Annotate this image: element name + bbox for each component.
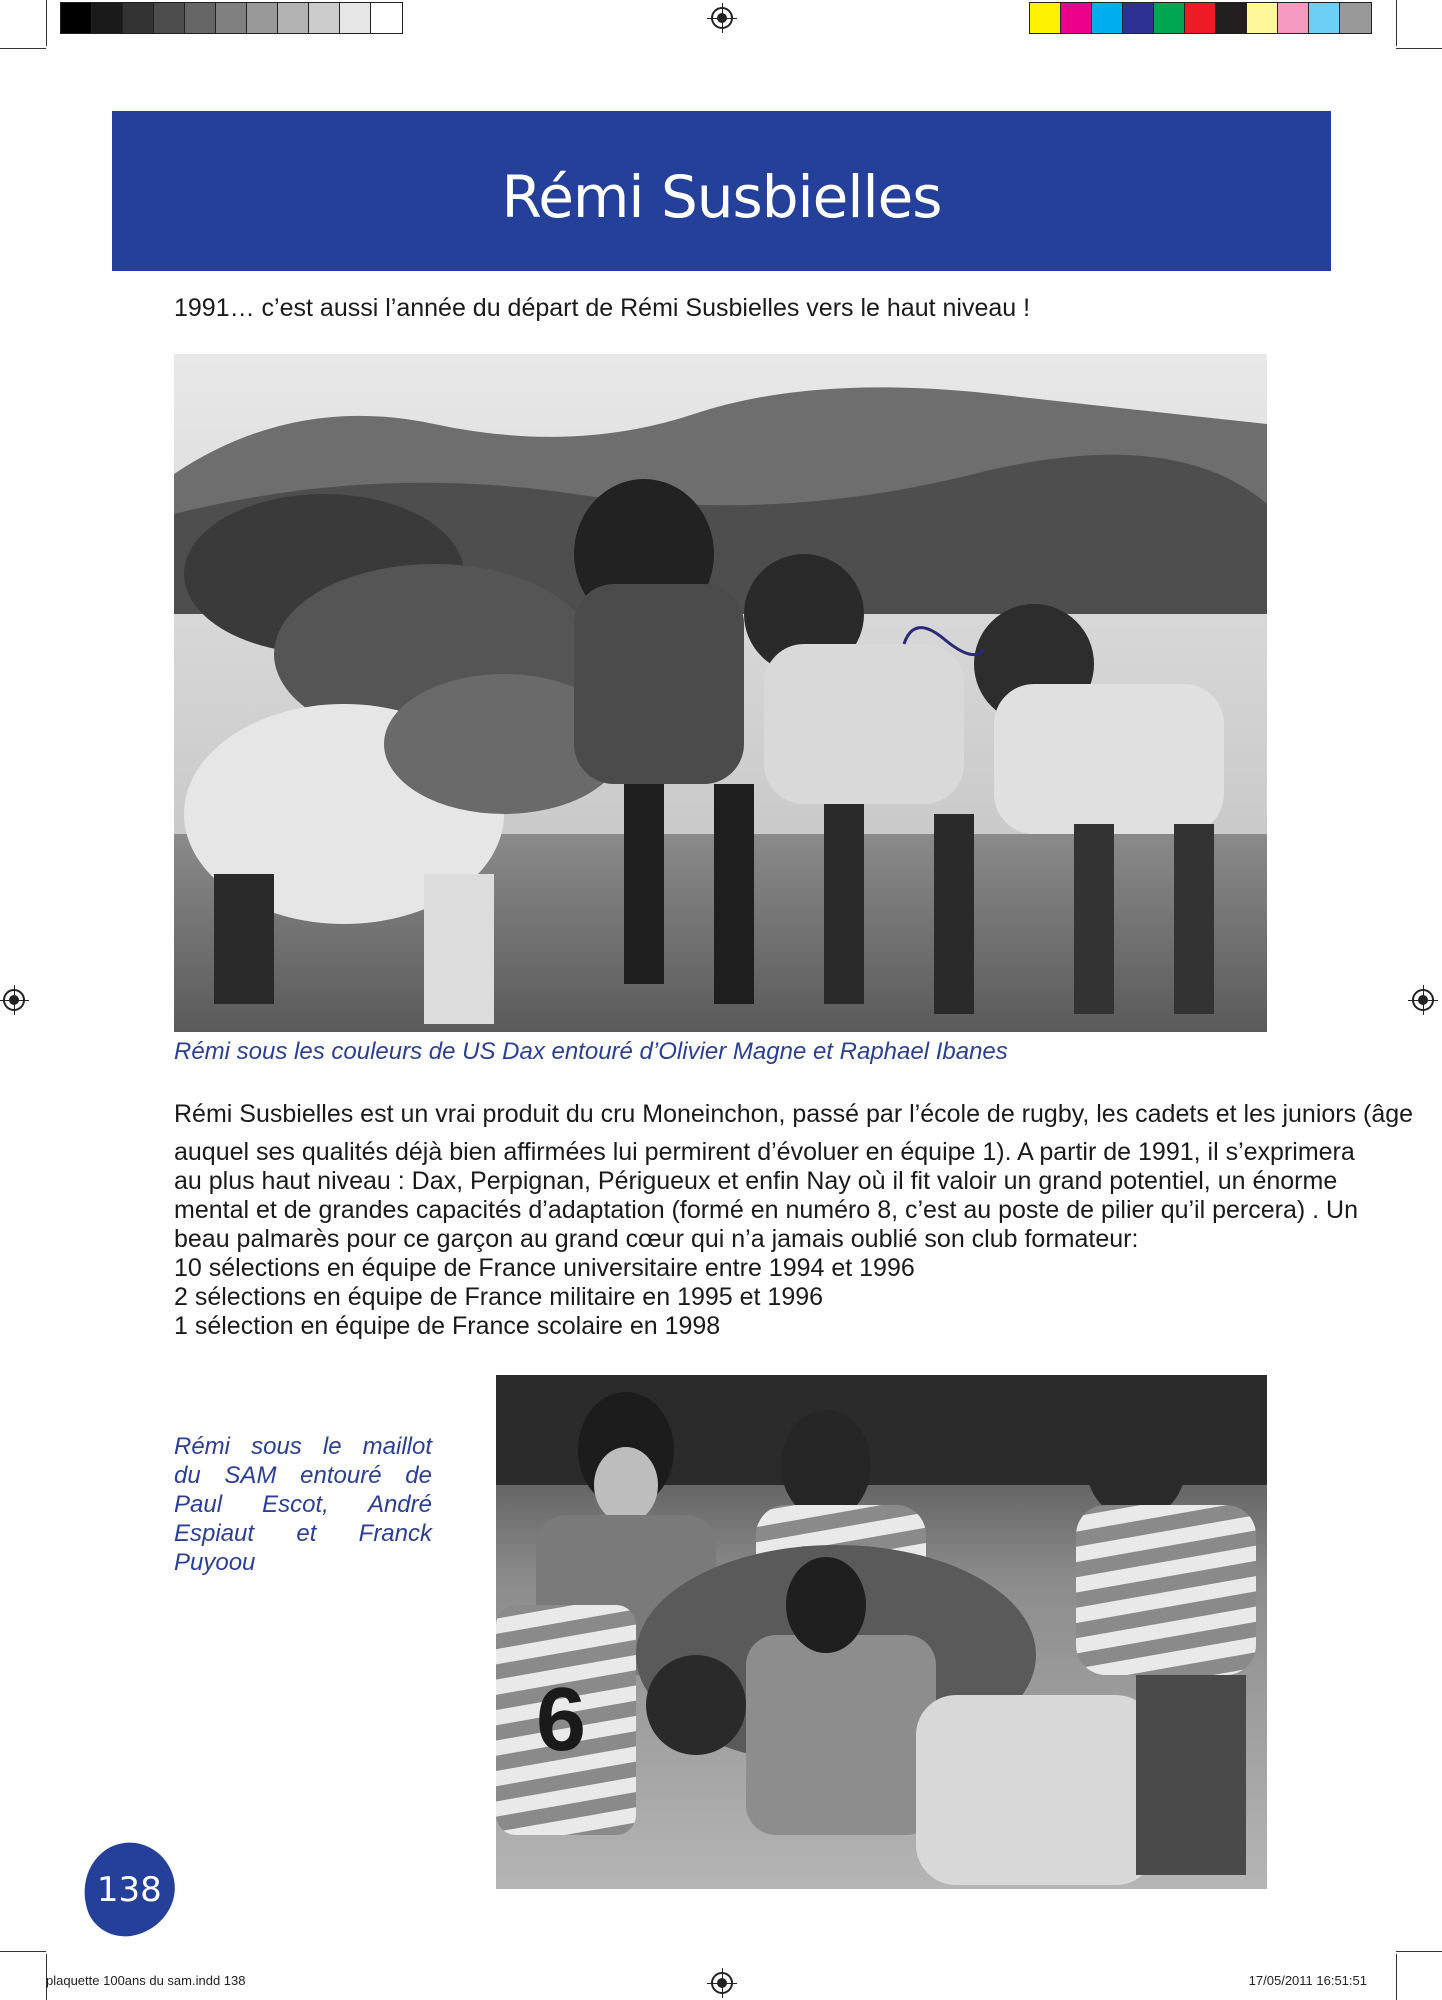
color-swatch	[1340, 3, 1371, 33]
page-number: 138	[96, 1869, 162, 1910]
crop-mark	[1396, 48, 1442, 49]
color-swatch	[1092, 3, 1123, 33]
crop-mark	[0, 48, 46, 49]
biography-text	[174, 1100, 1442, 1341]
scrum-photo-caption: Rémi sous les couleurs de US Dax entouré d’Olivier Magne et Raphael Ibanes	[174, 1038, 1008, 1065]
color-swatch	[1061, 3, 1092, 33]
selection-item: 1 sélection en équipe de France scolaire en 1998	[174, 1312, 721, 1340]
registration-mark-icon	[1412, 989, 1434, 1011]
color-swatch	[185, 3, 216, 33]
slug-filename: plaquette 100ans du sam.indd 138	[46, 1973, 246, 1988]
crop-mark	[1396, 1951, 1442, 1952]
body-line: mental et de grandes capacités d’adaptation (formé en numéro 8, c’est au poste de pilier qu’il percera) . Un	[174, 1196, 1358, 1224]
scrum-photo-image	[174, 354, 1267, 1032]
caption-line: Rémi sous le maillot	[174, 1433, 432, 1460]
color-swatch	[1309, 3, 1340, 33]
intro-text: 1991… c’est aussi l’année du départ de Rémi Susbielles vers le haut niveau !	[174, 294, 1031, 322]
caption-line: du SAM entouré de	[174, 1462, 432, 1489]
process-color-bar	[1029, 2, 1372, 34]
registration-mark-icon	[711, 7, 733, 29]
body-line: beau palmarès pour ce garçon au grand cœur qui n’a jamais oublié son club formateur:	[174, 1225, 1139, 1253]
body-line: Rémi Susbielles est un vrai produit du cru Moneinchon, passé par l’école de rugby, les cadets et les juniors (âge	[174, 1100, 1414, 1128]
page-title: Rémi Susbielles	[501, 163, 942, 231]
grayscale-color-bar	[60, 2, 403, 34]
selection-item: 10 sélections en équipe de France universitaire entre 1994 et 1996	[174, 1254, 915, 1282]
color-swatch	[123, 3, 154, 33]
registration-mark-icon	[711, 1972, 733, 1994]
jersey-number: 6	[536, 1670, 587, 1770]
caption-line: Paul Escot, André	[174, 1491, 432, 1518]
color-swatch	[92, 3, 123, 33]
body-line: au plus haut niveau : Dax, Perpignan, Périgueux et enfin Nay où il fit valoir un grand potentiel, un énorme	[174, 1167, 1338, 1195]
slug-timestamp: 17/05/2011 16:51:51	[1248, 1973, 1367, 1988]
color-swatch	[61, 3, 92, 33]
maul-photo	[496, 1375, 1267, 1889]
caption-line: Puyoou	[174, 1549, 256, 1576]
color-swatch	[1154, 3, 1185, 33]
color-swatch	[1030, 3, 1061, 33]
body-line: auquel ses qualités déjà bien affirmées lui permirent d’évoluer en équipe 1). A partir de 1991, il s’exprimera	[174, 1138, 1355, 1166]
maul-photo-image	[496, 1375, 1267, 1889]
maul-photo-caption	[174, 1432, 432, 1577]
page-number-badge	[71, 1831, 187, 1947]
color-swatch	[1185, 3, 1216, 33]
color-swatch	[1247, 3, 1278, 33]
crop-mark	[1396, 0, 1397, 46]
scrum-photo	[174, 354, 1267, 1032]
title-banner	[112, 111, 1331, 271]
color-swatch	[247, 3, 278, 33]
selection-item: 2 sélections en équipe de France militaire en 1995 et 1996	[174, 1283, 824, 1311]
caption-line: Espiaut et Franck	[174, 1520, 432, 1547]
crop-mark	[46, 0, 47, 46]
color-swatch	[216, 3, 247, 33]
registration-mark-icon	[3, 989, 25, 1011]
color-swatch	[309, 3, 340, 33]
color-swatch	[340, 3, 371, 33]
color-swatch	[278, 3, 309, 33]
crop-mark	[1396, 1954, 1397, 2000]
color-swatch	[1278, 3, 1309, 33]
color-swatch	[371, 3, 402, 33]
color-swatch	[154, 3, 185, 33]
color-swatch	[1216, 3, 1247, 33]
color-swatch	[1123, 3, 1154, 33]
crop-mark	[0, 1951, 46, 1952]
